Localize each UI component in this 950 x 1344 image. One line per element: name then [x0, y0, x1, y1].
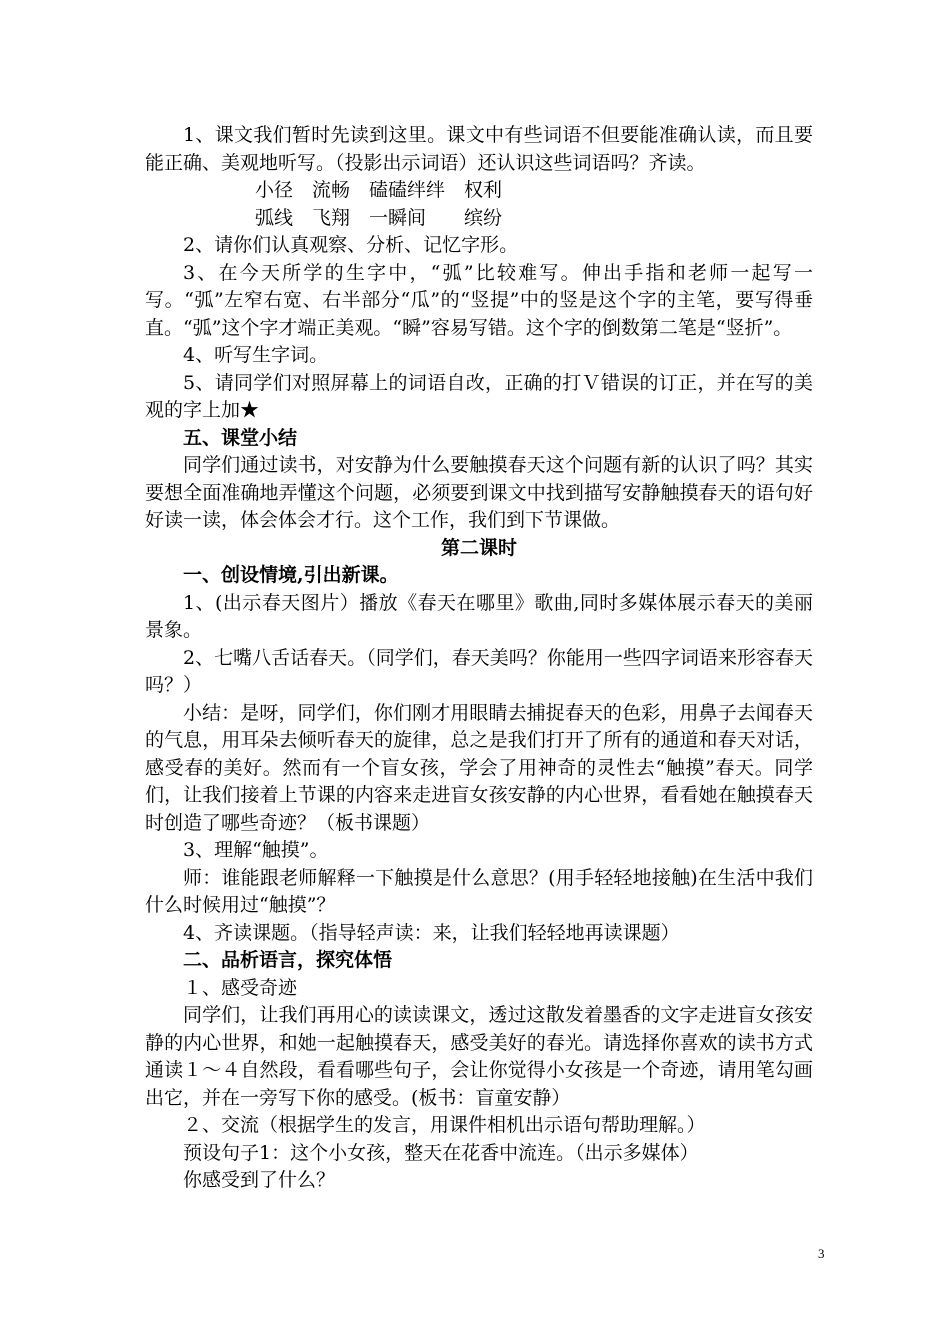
paragraph: 4、听写生字词。: [183, 344, 329, 366]
paragraph: １、感受奇迹: [183, 976, 298, 999]
paragraph: 1、(出示春天图片）播放《春天在哪里》歌曲,同时多媒体展示春天的美丽景象。: [145, 591, 813, 641]
page-number: 3: [818, 1246, 825, 1261]
paragraph: 3、在今天所学的生字中，“弧”比较难写。伸出手指和老师一起写一写。“弧”左窄右宽、右半部分“瓜”的“竖提”中的竖是这个字的主笔，要写得垂直。“弧”这个字才端正美观。“瞬”容易写错。这个字的倒数第二笔是“竖折”。: [145, 261, 813, 339]
section-heading: 五、课堂小结: [183, 426, 298, 449]
paragraph: 同学们通过读书，对安静为什么要触摸春天这个问题有新的认识了吗？其实要想全面准确地弄懂这个问题，必须要到课文中找到描写安静触摸春天的语句好好读一读，体会体会才行。这个工作，我们到下节课做。: [145, 454, 813, 531]
vocabulary-line: 小径 流畅 磕磕绊绊 权利: [255, 179, 503, 201]
paragraph: 你感受到了什么？: [183, 1169, 336, 1191]
lesson-title: 第二课时: [440, 536, 517, 559]
section-heading: 一、创设情境,引出新课。: [183, 564, 399, 586]
paragraph: 预设句子1：这个小女孩，整天在花香中流连。（出示多媒体）: [183, 1141, 699, 1164]
paragraph: 2、请你们认真观察、分析、记忆字形。: [183, 234, 519, 256]
paragraph: 3、理解“触摸”。: [183, 839, 329, 861]
paragraph: 1、课文我们暂时先读到这里。课文中有些词语不但要能准确认读，而且要能正确、美观地听写。（投影出示词语）还认识这些词语吗？齐读。: [145, 124, 813, 174]
paragraph: 4、齐读课题。（指导轻声读：来，让我们轻轻地再读课题）: [183, 921, 680, 944]
paragraph: 5、请同学们对照屏幕上的词语自改，正确的打Ｖ错误的订正，并在写的美观的字上加★: [145, 371, 813, 421]
vocabulary-line: 弧线 飞翔 一瞬间 缤纷: [255, 206, 503, 229]
paragraph: ２、交流（根据学生的发言，用课件相机出示语句帮助理解。）: [183, 1114, 706, 1136]
paragraph: 小结：是呀，同学们，你们刚才用眼睛去捕捉春天的色彩，用鼻子去闻春天的气息，用耳朵去倾听春天的旋律，总之是我们打开了所有的通道和春天对话，感受春的美好。然而有一个盲女孩，学会了用神奇的灵性去“触摸”春天。同学们，让我们接着上节课的内容来走进盲女孩安静的内心世界，看看她在触摸春天时创造了哪些奇迹？（板书课题）: [145, 701, 813, 834]
section-heading: 二、品析语言，探究体悟: [183, 949, 393, 971]
document-body: [145, 122, 813, 1195]
paragraph: 师：谁能跟老师解释一下触摸是什么意思？(用手轻轻地接触)在生活中我们什么时候用过“触摸”？: [145, 866, 813, 916]
paragraph: 2、七嘴八舌话春天。（同学们，春天美吗？你能用一些四字词语来形容春天吗？）: [145, 646, 813, 696]
paragraph: 同学们，让我们再用心的读读课文，透过这散发着墨香的文字走进盲女孩安静的内心世界，和她一起触摸春天，感受美好的春光。请选择你喜欢的读书方式通读１～４自然段，看看哪些句子，会让你觉得小女孩是一个奇迹，请用笔勾画出它，并在一旁写下你的感受。(板书：盲童安静）: [145, 1004, 813, 1109]
